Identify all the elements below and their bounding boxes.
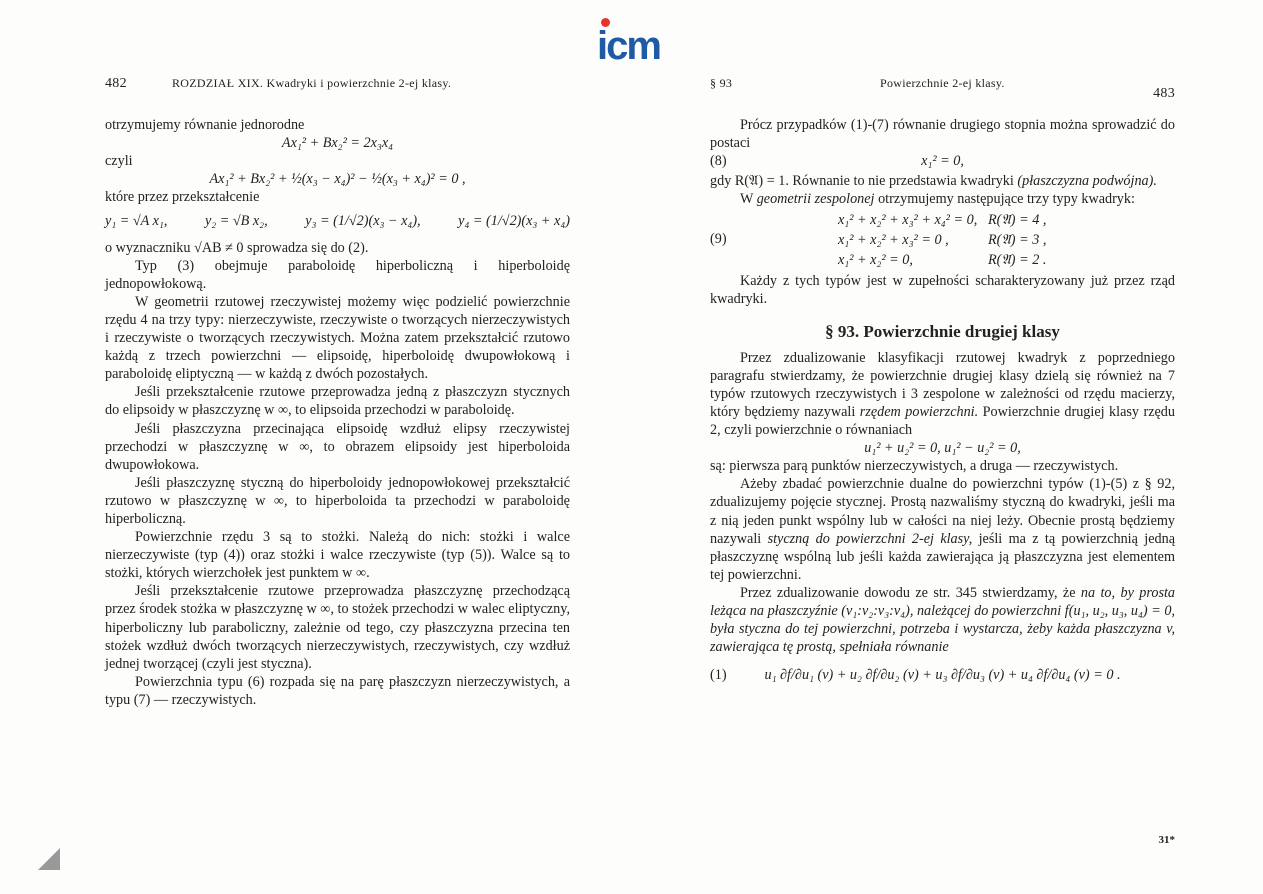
paragraph — [710, 475, 1175, 584]
paragraph: W geometrii rzutowej rzeczywistej możemy więc podzielić powierzchnie rzędu 4 na trzy typy: nierzeczywiste, rzeczywiste o tworzących nierzeczywistych i rzeczywiste o tworzących rzeczywistych. Można zatem przekształcić rzutowo każdą z trzech powierzchni — elipsoidę, hiperboloidę dwupowłokową i paraboloidę eliptyczną — w każdą z dwóch pozostałych. — [105, 293, 570, 383]
text-span: otrzymujemy następujące trzy typy kwadryk: — [874, 191, 1135, 208]
text-line: czyli — [105, 153, 133, 170]
rank-line: R(𝔄) = 2 . — [988, 252, 1047, 269]
paragraph — [710, 172, 1175, 190]
paragraph: Jeśli płaszczyznę styczną do hiperboloidy jednopowłokowej przekształcić rzutowo w płaszczyznę w ∞, to hiperboloida ta przechodzi w paraboloidę hiperboliczną. — [105, 474, 570, 527]
right-page — [705, 0, 1175, 894]
equation-body: u₁ ∂f/∂u₁ (v) + u₂ ∂f/∂u₂ (v) + u₃ ∂f/∂u₃ (v) + u₄ ∂f/∂u₄ (v) = 0 . — [764, 667, 1121, 684]
paragraph: Prócz przypadków (1)-(7) równanie drugiego stopnia można sprowadzić do postaci — [710, 117, 1175, 152]
equation-line: x₁² + x₂² + x₃² + x₄² = 0, — [838, 212, 978, 229]
icm-logo — [597, 18, 677, 66]
formula: y₂ = √B x₂, — [204, 213, 268, 230]
page-number: 483 — [1153, 86, 1175, 101]
paragraph — [710, 349, 1175, 439]
text-span: Przez zdualizowanie dowodu ze str. 345 stwierdzamy, że — [740, 584, 1081, 601]
paragraph: Typ (3) obejmuje paraboloidę hiperboliczną i hiperboloidę jednopowłokową. — [105, 257, 570, 292]
rank-column — [988, 210, 1046, 270]
equation-line: x₁² + x₂² + x₃² = 0 , — [838, 232, 949, 249]
text-span-italic: geometrii zespolonej — [756, 191, 875, 208]
section-mark: § 93 — [710, 76, 733, 90]
text-span-italic: styczną do powierzchni 2-ej klasy, — [767, 530, 973, 547]
formula: y₃ = (1/√2)(x₃ − x₄), — [305, 213, 421, 230]
paragraph: Jeśli płaszczyzna przecinająca elipsoidę wzdłuż elipsy rzeczywistej przechodzi w płaszczyznę w ∞, to obrazem elipsoidy jest hiperboloida dwupowłokowa. — [105, 420, 570, 473]
page-corner-mark — [38, 848, 60, 870]
text-span: Powierzchnie drugiej klasy rzędu 2, czyli powierzchnie o równaniach — [710, 403, 1175, 439]
formula: y₄ = (1/√2)(x₃ + x₄) — [458, 213, 570, 230]
formula: Ax₁² + Bx₂² = 2x₃x₄ — [281, 135, 394, 152]
paragraph — [710, 190, 1175, 208]
text-line: które przez przekształcenie — [105, 189, 260, 206]
paragraph: Jeśli przekształcenie rzutowe przeprowadza jedną z płaszczyzn stycznych do elipsoidy w płaszczyznę w ∞, to elipsoida przechodzi w paraboloidę. — [105, 384, 570, 419]
transformation-formulas — [105, 212, 570, 230]
text-span: Ażeby zbadać powierzchnie dualne do powierzchni typów (1)-(5) z § 92, zdualizujemy pojęcie stycznej. Prostą nazwaliśmy styczną do kwadryki, jeśli ma z nią jeden punkt wspólny lub w całości na niej leży. Obecnie prostą będziemy nazywali — [710, 476, 1175, 547]
text-span-italic: (płaszczyzna podwójna). — [1017, 173, 1157, 190]
signature-mark: 31* — [1158, 834, 1175, 846]
paragraph: Każdy z tych typów jest w zupełności scharakteryzowany już przez rząd kwadryki. — [710, 273, 1175, 308]
paragraph: są: pierwsza parą punktów nierzeczywistych, a druga — rzeczywistych. — [710, 458, 1119, 475]
rank-line: R(𝔄) = 4 , — [988, 212, 1047, 229]
paragraph: Jeśli przekształcenie rzutowe przeprowadza płaszczyznę przechodzącą przez środek stożka w płaszczyznę w ∞, to stożek przechodzi w walec eliptyczny, hiperboliczny lub paraboliczny, zależnie od tego, czy płaszczyzna przecina ten stożek wzdłuż dwóch tworzących nierzeczywistych, rzeczywistych, czy wzdłuż jednej tworzącej (czyli jest styczna). — [105, 583, 570, 672]
formula: Ax₁² + Bx₂² + ½(x₃ − x₄)² − ½(x₃ + x₄)² = 0 , — [209, 171, 466, 188]
equation-tag: (8) — [710, 153, 727, 170]
equation-tag: (9) — [710, 231, 727, 248]
equation-line: x₁² + x₂² = 0, — [838, 252, 913, 269]
paragraph: Powierzchnia typu (6) rozpada się na parę płaszczyzn nierzeczywistych, a typu (7) — rzeczywistych. — [105, 673, 570, 708]
section-heading: § 93. Powierzchnie drugiej klasy — [825, 321, 1060, 341]
text-span: jeśli ma z tą powierzchnią jedną płaszczyznę wspólną lub jeśli każda zawierająca ją płaszczyzna jest elementem tej powierzchni. — [710, 530, 1175, 583]
left-body — [105, 116, 570, 709]
equation-1 — [710, 666, 1175, 686]
equation-column — [838, 210, 977, 270]
equation-tag: (1) — [710, 667, 727, 684]
text-span: W — [740, 191, 757, 208]
running-head: Powierzchnie 2-ej klasy. — [880, 76, 1005, 90]
rank-line: R(𝔄) = 3 , — [988, 232, 1047, 249]
text-span: Przez zdualizowanie klasyfikacji rzutowej kwadryk z poprzedniego paragrafu stwierdzamy, że powierzchnie drugiej klasy dzielą się również na 7 typów rzutowych rzeczywistych i 3 zespolone w zależności od rzędu macierzy, który będziemy nazywali — [710, 349, 1175, 420]
formula: u₁² + u₂² = 0, u₁² − u₂² = 0, — [864, 440, 1021, 457]
page-number: 482 — [105, 76, 127, 91]
text-span-italic: rzędem powierzchni. — [859, 403, 979, 420]
running-head: ROZDZIAŁ XIX. Kwadryki i powierzchnie 2-ej klasy. — [172, 76, 452, 90]
paragraph: Powierzchnie rzędu 3 są to stożki. Należą do nich: stożki i walce nierzeczywiste (typ (4)) oraz stożki i walce rzeczywiste (typ (5)). Walce są to stożki, których wierzchołek jest punktem w ∞. — [105, 529, 570, 582]
right-body — [710, 116, 1175, 686]
formula: y₁ = √A x₁, — [105, 213, 168, 230]
equation-system-9 — [710, 210, 1175, 270]
equation-8 — [710, 152, 1175, 172]
left-page — [100, 0, 570, 894]
text-line: otrzymujemy równanie jednorodne — [105, 117, 305, 133]
paragraph — [710, 584, 1175, 656]
text-line: o wyznaczniku √AB ≠ 0 sprowadza się do (2). — [105, 239, 369, 256]
logo-text: icm — [597, 24, 660, 68]
equation-body: x₁² = 0, — [921, 153, 964, 170]
text-span-italic: na to, by prosta leżąca na płaszczyźnie (v₁:v₂:v₃:v₄), należącej do powierzchni f(u₁, u₂, u₃, u₄) = 0, była styczna do tej powierzchni, potrzeba i wystarcza, żeby każda płaszczyzna v, zawierająca tę prostą, spełniała równanie — [710, 584, 1176, 656]
text-span: gdy R(𝔄) = 1. Równanie to nie przedstawia kwadryki — [710, 173, 1018, 190]
